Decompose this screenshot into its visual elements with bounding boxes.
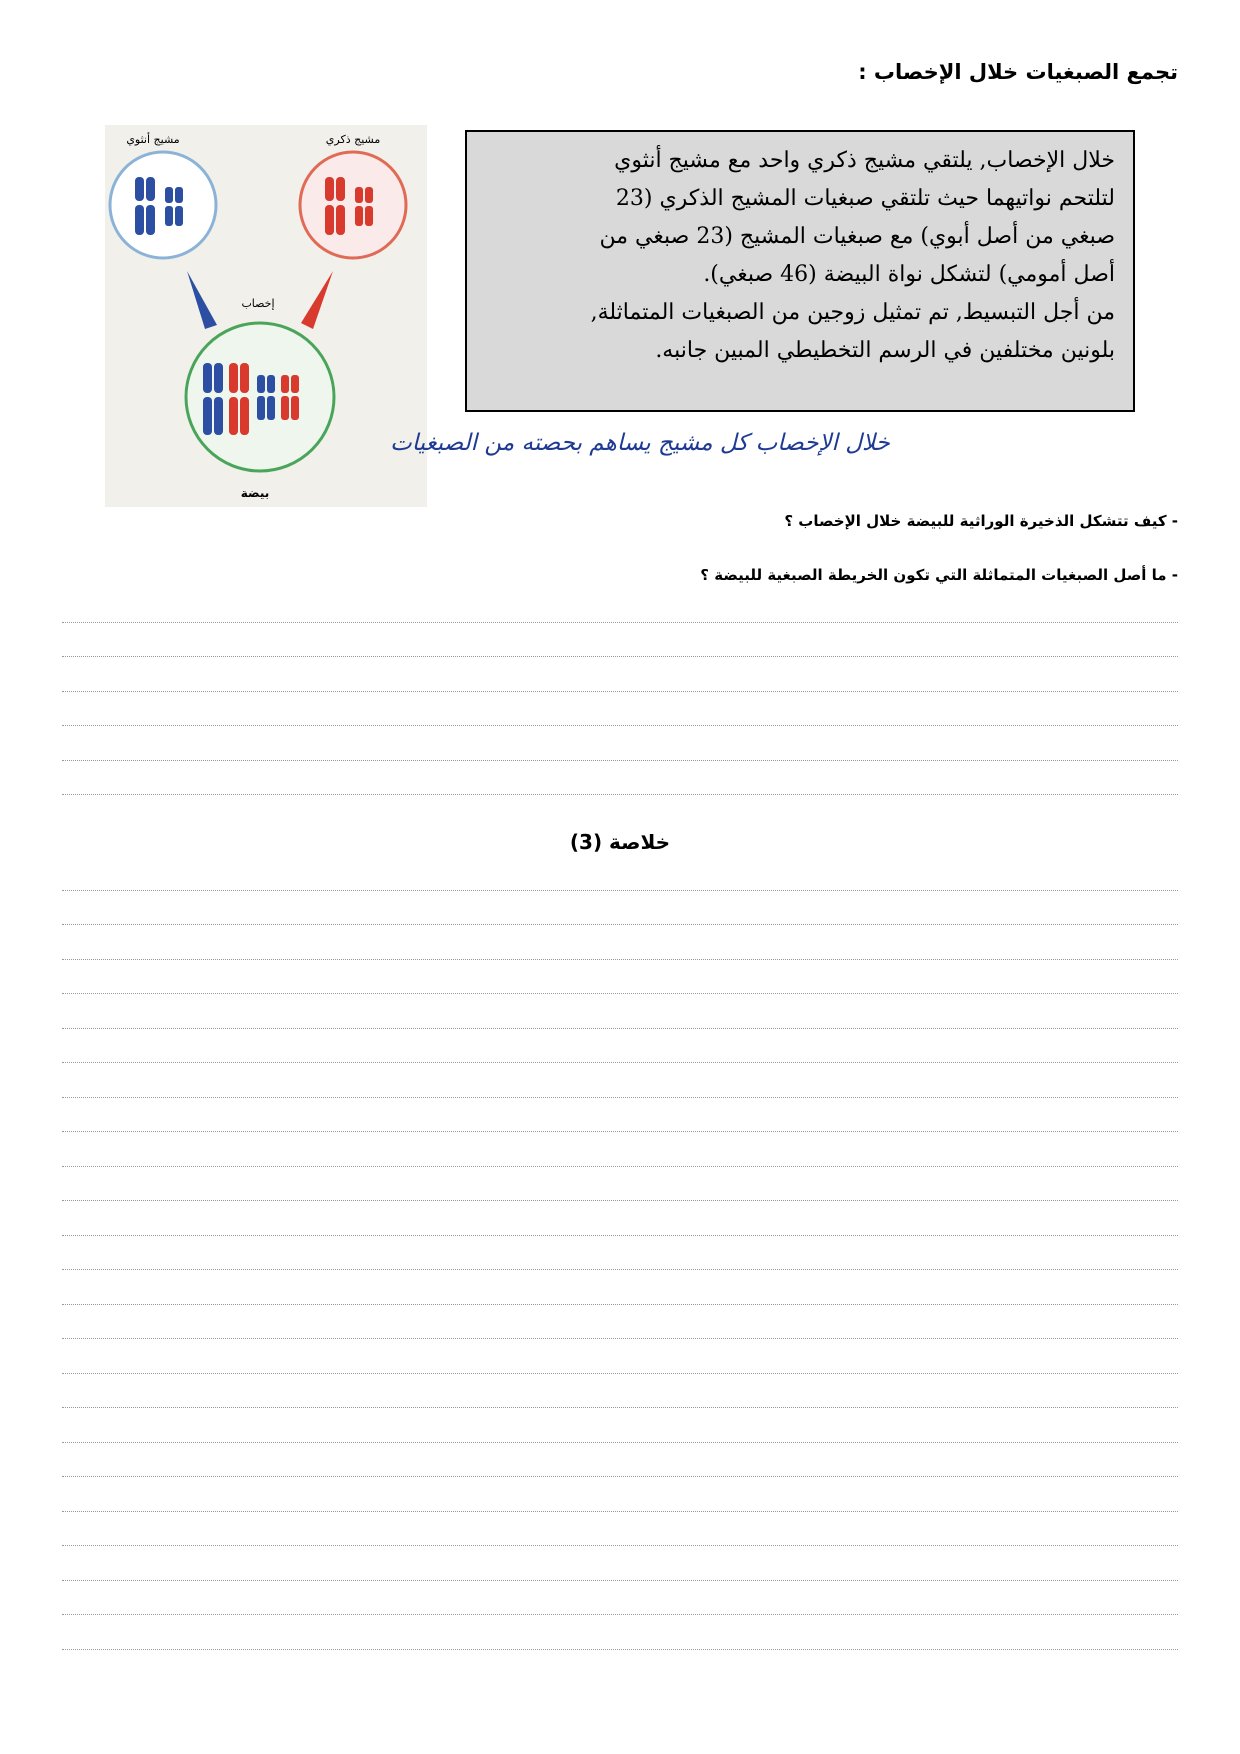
info-line: بلونين مختلفين في الرسم التخطيطي المبين جانبه. — [655, 338, 1115, 363]
answer-line[interactable] — [62, 691, 1178, 692]
writing-line[interactable] — [62, 1200, 1178, 1201]
writing-line[interactable] — [62, 1166, 1178, 1167]
writing-line[interactable] — [62, 1269, 1178, 1270]
answer-line[interactable] — [62, 622, 1178, 623]
writing-line[interactable] — [62, 1511, 1178, 1512]
writing-line[interactable] — [62, 890, 1178, 891]
writing-line[interactable] — [62, 1235, 1178, 1236]
info-line: من أجل التبسيط, تم تمثيل زوجين من الصبغيات المتماثلة, — [590, 300, 1115, 325]
label-male-gamete: مشيج ذكري — [325, 133, 381, 146]
info-line: صبغي من أصل أبوي) مع صبغيات المشيج (23 صبغي من — [599, 224, 1115, 249]
answer-line[interactable] — [62, 725, 1178, 726]
writing-line[interactable] — [62, 1338, 1178, 1339]
writing-line[interactable] — [62, 1097, 1178, 1098]
label-fertilization: إخصاب — [241, 297, 275, 310]
writing-line[interactable] — [62, 1614, 1178, 1615]
answer-line[interactable] — [62, 760, 1178, 761]
info-box — [465, 130, 1135, 412]
male-gamete-circle — [300, 152, 406, 258]
question-1: - كيف تتشكل الذخيرة الوراثية للبيضة خلال الإخصاب ؟ — [784, 512, 1178, 530]
male-arrow-icon — [301, 271, 333, 329]
writing-line[interactable] — [62, 1476, 1178, 1477]
writing-line[interactable] — [62, 1407, 1178, 1408]
writing-line[interactable] — [62, 1442, 1178, 1443]
writing-line[interactable] — [62, 1131, 1178, 1132]
answer-line[interactable] — [62, 656, 1178, 657]
female-arrow-icon — [187, 271, 217, 329]
writing-line[interactable] — [62, 1028, 1178, 1029]
writing-line[interactable] — [62, 924, 1178, 925]
writing-line[interactable] — [62, 993, 1178, 994]
writing-line[interactable] — [62, 1304, 1178, 1305]
label-female-gamete: مشيج أنثوي — [126, 133, 180, 146]
info-line: لتلتحم نواتيهما حيث تلتقي صبغيات المشيج الذكري (23 — [615, 186, 1115, 211]
info-line: أصل أمومي) لتشكل نواة البيضة (46 صبغي). — [703, 262, 1115, 287]
writing-line[interactable] — [62, 1580, 1178, 1581]
writing-line[interactable] — [62, 959, 1178, 960]
label-egg: بيضة — [240, 486, 270, 500]
writing-line[interactable] — [62, 1545, 1178, 1546]
info-line: خلال الإخصاب, يلتقي مشيج ذكري واحد مع مشيج أنثوي — [614, 148, 1115, 173]
section-heading: تجمع الصبغيات خلال الإخصاب : — [858, 60, 1178, 84]
writing-line[interactable] — [62, 1373, 1178, 1374]
writing-line[interactable] — [62, 1649, 1178, 1650]
question-2: - ما أصل الصبغيات المتماثلة التي تكون الخريطة الصبغية للبيضة ؟ — [700, 566, 1178, 584]
answer-line[interactable] — [62, 794, 1178, 795]
writing-line[interactable] — [62, 1062, 1178, 1063]
female-gamete-circle — [110, 152, 216, 258]
handwritten-note: خلال الإخصاب كل مشيج يساهم بحصته من الصبغيات — [390, 430, 890, 456]
summary-title: خلاصة (3) — [569, 830, 671, 854]
